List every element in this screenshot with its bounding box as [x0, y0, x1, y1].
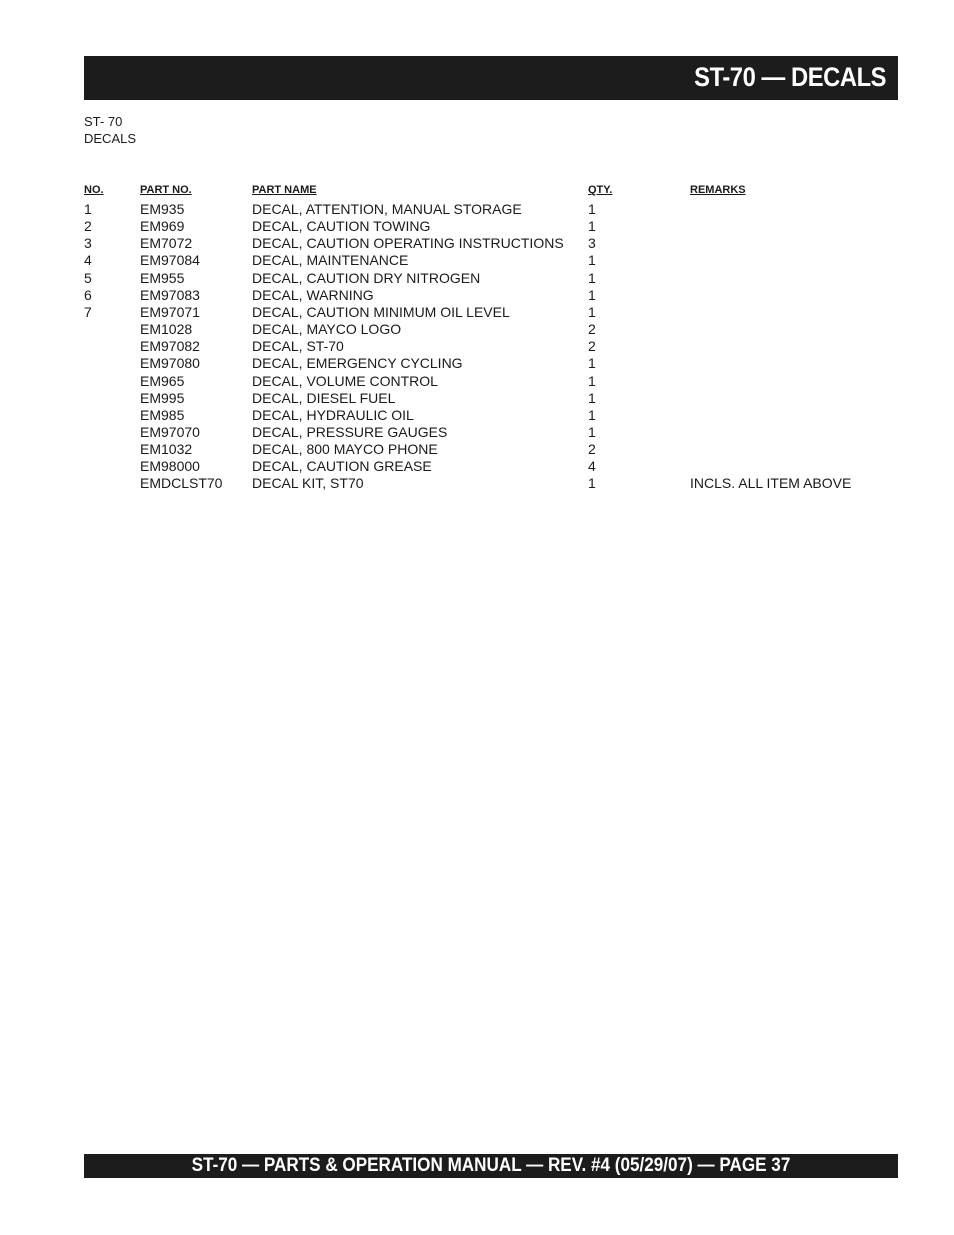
table-row [84, 424, 864, 441]
cell-part-no: EM1028 [140, 321, 193, 337]
cell-part-no: EM97070 [140, 423, 200, 440]
cell-part-name: DECAL, HYDRAULIC OIL [252, 406, 414, 423]
cell-part-name: DECAL, CAUTION TOWING [252, 218, 431, 235]
table-row [84, 475, 864, 492]
cell-part-name: DECAL, CAUTION DRY NITROGEN [252, 269, 481, 286]
cell-item-no: 2 [84, 218, 92, 235]
cell-qty: 1 [588, 372, 596, 389]
table-row [84, 270, 864, 287]
cell-part-no: EM969 [140, 218, 185, 235]
column-header-part-name: PART NAME [252, 184, 317, 196]
table-row [84, 355, 864, 372]
column-header-qty: QTY. [588, 184, 613, 196]
page-footer-bar [84, 1154, 898, 1178]
page-header-bar [84, 56, 898, 100]
cell-qty: 1 [588, 252, 596, 269]
cell-part-name: DECAL, 800 MAYCO PHONE [252, 441, 438, 458]
cell-part-no: EM1032 [140, 441, 193, 458]
cell-part-name: DECAL, EMERGENCY CYCLING [252, 355, 463, 372]
cell-part-no: EM97080 [140, 355, 200, 372]
cell-part-no: EMDCLST70 [140, 475, 223, 492]
cell-qty: 4 [588, 458, 596, 475]
cell-qty: 1 [588, 286, 596, 303]
column-header-no: NO. [84, 184, 104, 196]
cell-part-no: EM965 [140, 372, 185, 389]
cell-part-no: EM97083 [140, 286, 200, 303]
table-row [84, 321, 864, 338]
table-row [84, 338, 864, 355]
cell-item-no: 6 [84, 286, 92, 303]
cell-part-no: EM935 [140, 201, 185, 217]
table-row [84, 252, 864, 269]
cell-qty: 2 [588, 321, 596, 337]
table-row [84, 218, 864, 235]
cell-qty: 1 [588, 406, 596, 423]
cell-remarks: INCLS. ALL ITEM ABOVE [690, 475, 852, 492]
table-row [84, 235, 864, 252]
cell-qty: 1 [588, 201, 596, 217]
table-row [84, 373, 864, 390]
cell-part-name: DECAL, MAINTENANCE [252, 252, 409, 269]
cell-part-no: EM995 [140, 389, 185, 406]
table-row [84, 390, 864, 407]
table-row [84, 458, 864, 475]
cell-part-name: DECAL, CAUTION GREASE [252, 458, 432, 475]
cell-qty: 1 [588, 218, 596, 235]
cell-qty: 1 [588, 389, 596, 406]
cell-item-no: 5 [84, 269, 92, 286]
cell-part-name: DECAL, CAUTION MINIMUM OIL LEVEL [252, 303, 510, 320]
cell-item-no: 3 [84, 235, 92, 252]
cell-part-no: EM97084 [140, 252, 200, 269]
cell-qty: 3 [588, 235, 596, 252]
cell-item-no: 1 [84, 201, 92, 217]
cell-part-name: DECAL, WARNING [252, 286, 374, 303]
cell-part-name: DECAL, VOLUME CONTROL [252, 372, 438, 389]
cell-part-name: DECAL, DIESEL FUEL [252, 389, 396, 406]
cell-part-name: DECAL, CAUTION OPERATING INSTRUCTIONS [252, 235, 564, 252]
table-row [84, 441, 864, 458]
cell-item-no: 4 [84, 252, 92, 269]
page-footer-text: ST-70 — PARTS & OPERATION MANUAL — REV. #4 (05/29/07) — PAGE 37 [191, 1155, 791, 1176]
cell-part-no: EM7072 [140, 235, 193, 252]
cell-part-no: EM97071 [140, 303, 200, 320]
cell-part-name: DECAL, PRESSURE GAUGES [252, 423, 448, 440]
cell-qty: 2 [588, 338, 596, 355]
cell-qty: 1 [588, 423, 596, 440]
cell-part-no: EM97082 [140, 338, 200, 355]
cell-part-no: EM955 [140, 269, 185, 286]
column-header-remarks: REMARKS [690, 184, 746, 196]
cell-part-name: DECAL, MAYCO LOGO [252, 321, 402, 337]
table-row [84, 201, 864, 218]
table-row [84, 407, 864, 424]
cell-qty: 1 [588, 303, 596, 320]
cell-qty: 1 [588, 475, 596, 492]
cell-part-no: EM98000 [140, 458, 200, 475]
cell-qty: 1 [588, 355, 596, 372]
table-row [84, 287, 864, 304]
section-name-label: DECALS [84, 131, 137, 146]
cell-part-name: DECAL, ATTENTION, MANUAL STORAGE [252, 201, 522, 217]
cell-part-name: DECAL, ST-70 [252, 338, 344, 355]
cell-part-name: DECAL KIT, ST70 [252, 475, 364, 492]
section-model-label: ST- 70 [84, 114, 123, 129]
page-title: ST-70 — DECALS [694, 62, 886, 92]
cell-qty: 2 [588, 441, 596, 458]
table-row [84, 304, 864, 321]
cell-part-no: EM985 [140, 406, 185, 423]
cell-item-no: 7 [84, 303, 92, 320]
column-header-part-no: PART NO. [140, 184, 192, 196]
cell-qty: 1 [588, 269, 596, 286]
